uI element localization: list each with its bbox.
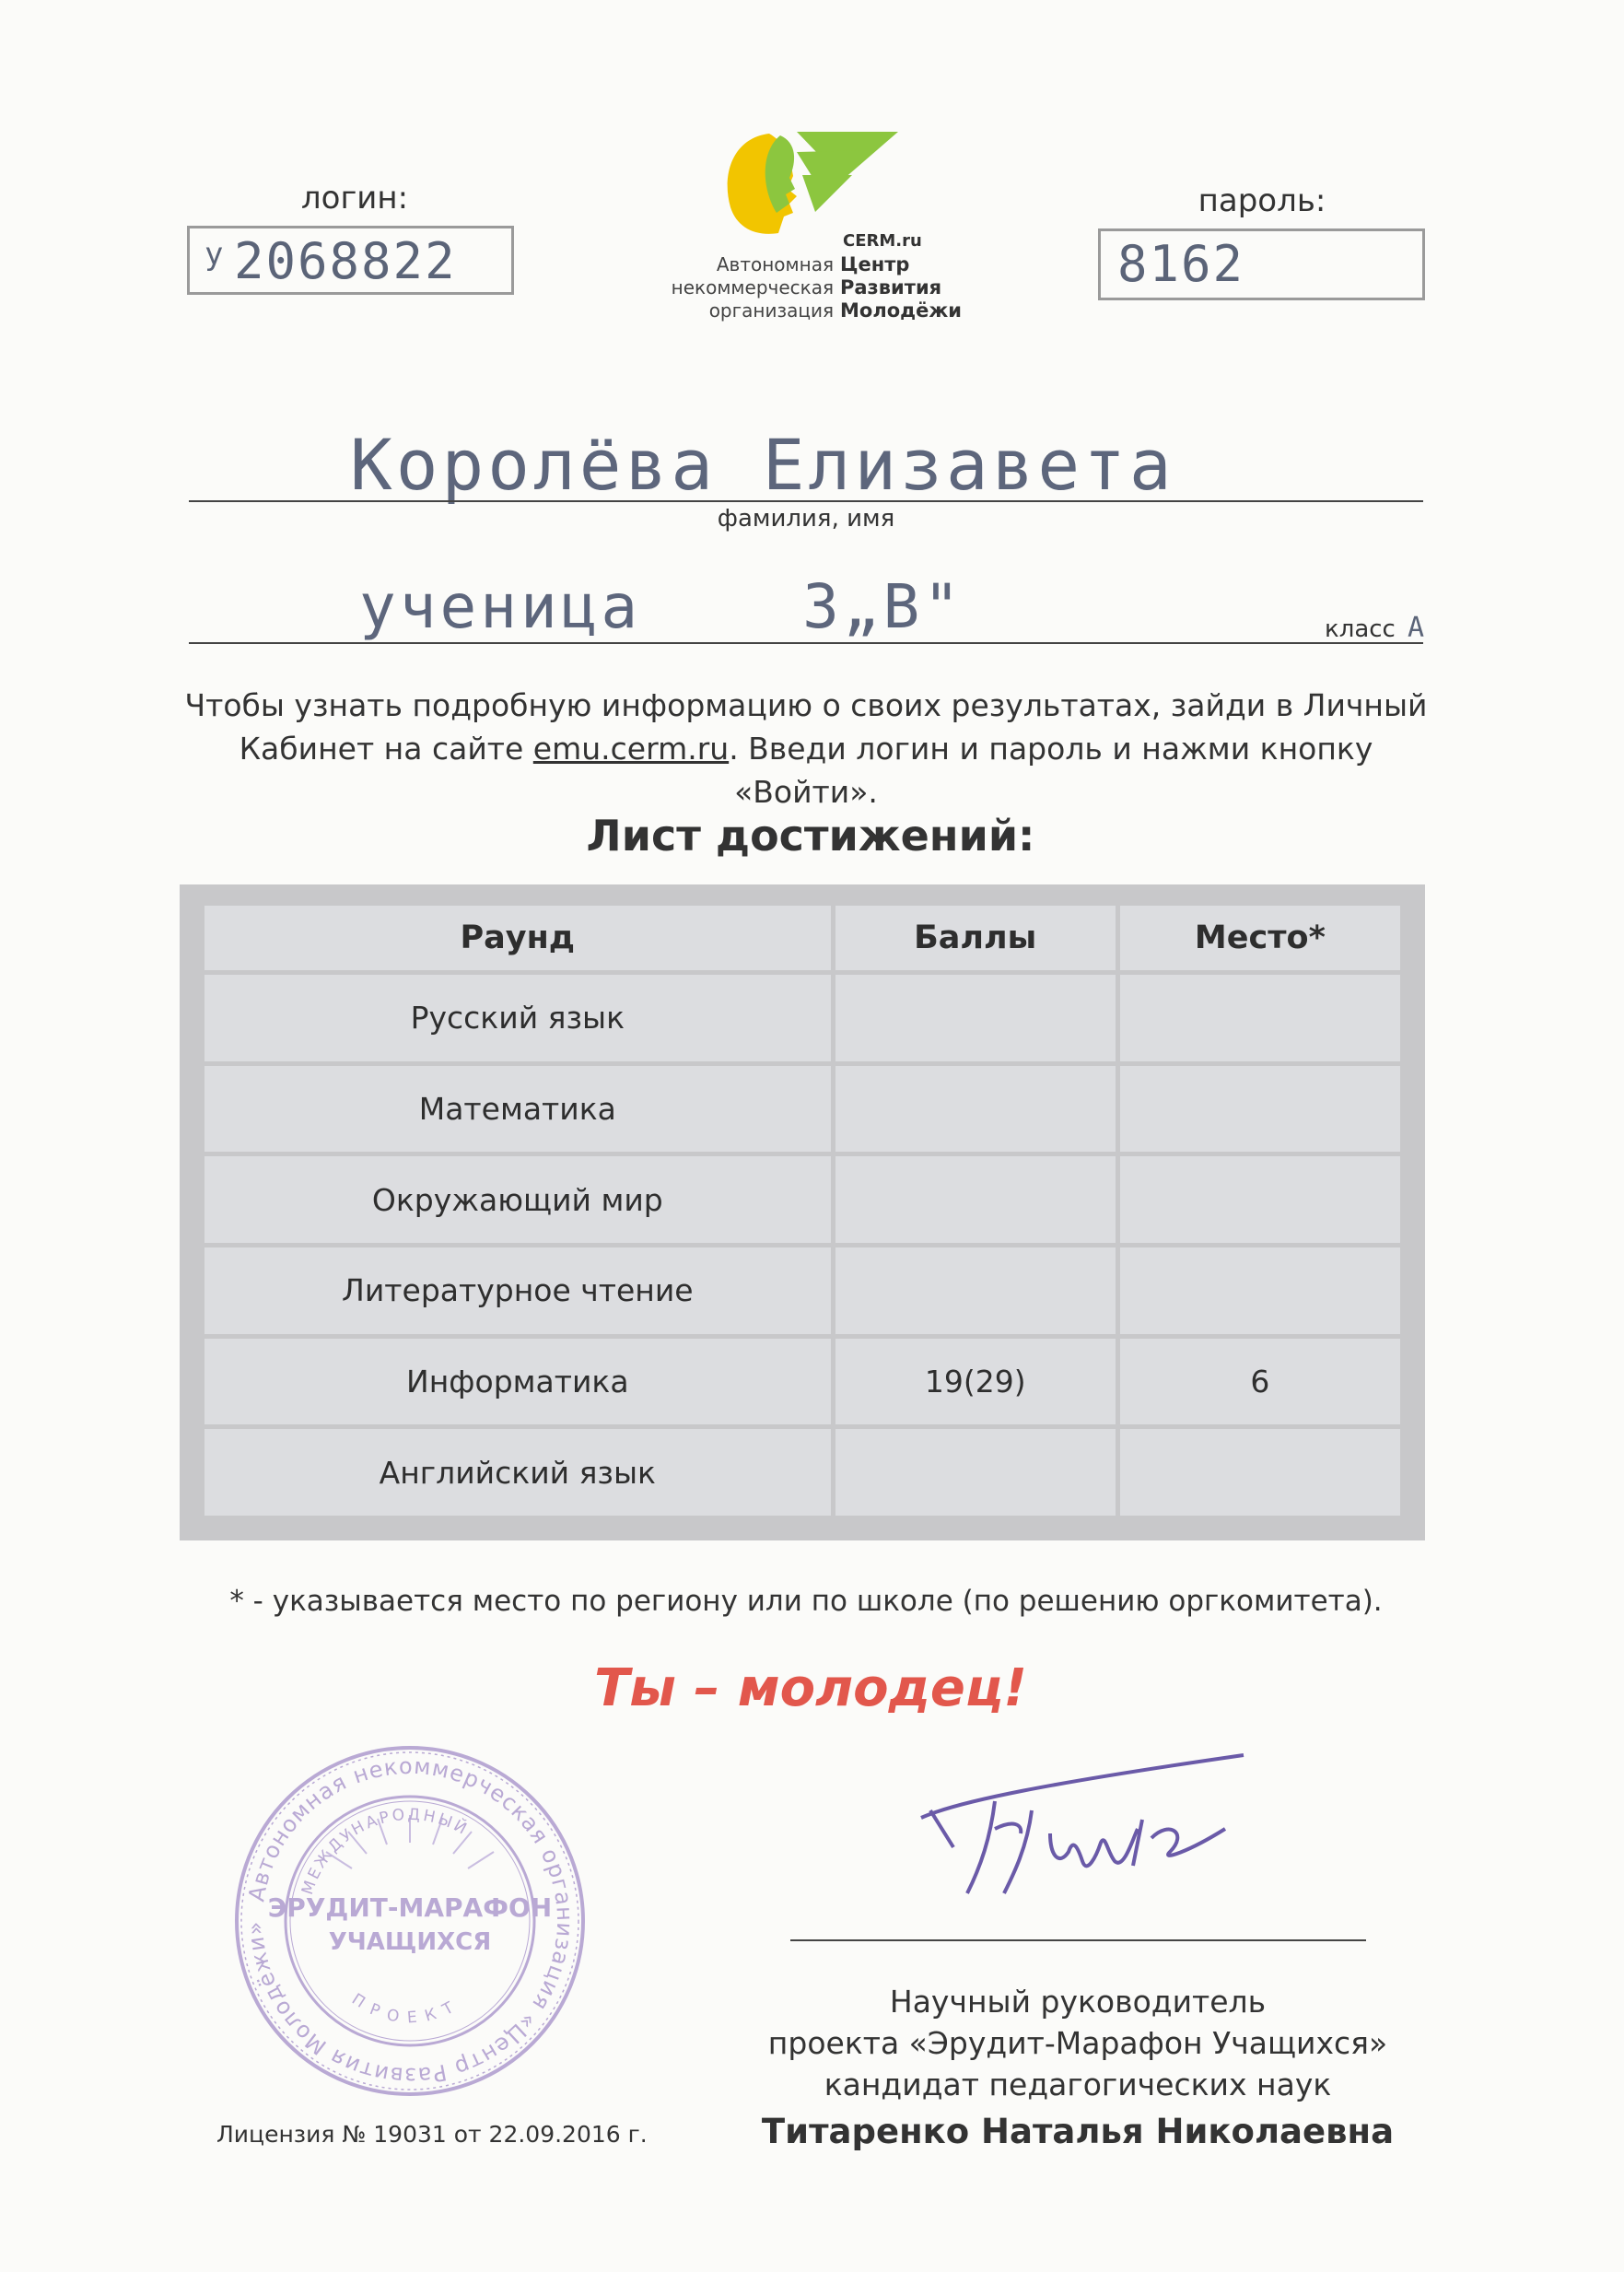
stamp-outer-text: Автономная некоммерческая организация «Центр Развития Молодёжи» xyxy=(241,1752,578,2090)
class-caption: класс xyxy=(1325,615,1396,643)
footnote: * - указывается место по региону или по школе (по решению оргкомитета). xyxy=(229,1585,1383,1618)
info-text: Чтобы узнать подробную информацию о своих результатах, зайди в Личный Кабинет на сайте emu.cerm.ru. Введи логин и пароль и нажми кнопку «Войти». xyxy=(184,687,1428,810)
table-row xyxy=(204,1247,1400,1334)
organization-stamp xyxy=(230,1741,590,2101)
stamp-inner-top: МЕЖДУНАРОДНЫЙ xyxy=(298,1805,473,1898)
score-cell xyxy=(835,1066,1116,1153)
cerm-logo xyxy=(663,124,976,327)
license-text: Лицензия № 19031 от 22.09.2016 г. xyxy=(216,2121,648,2148)
round-cell: Литературное чтение xyxy=(204,1247,831,1334)
stamp-seal-icon xyxy=(230,1741,590,2101)
password-label: пароль: xyxy=(1198,182,1326,219)
svg-text:МЕЖДУНАРОДНЫЙ xyxy=(298,1806,473,1897)
login-prefix: у xyxy=(204,236,226,273)
name-line xyxy=(189,500,1423,502)
round-cell: Математика xyxy=(204,1066,831,1153)
password-box xyxy=(1098,228,1425,300)
handwritten-signature xyxy=(912,1746,1262,1907)
table-row xyxy=(204,975,1400,1061)
place-cell xyxy=(1120,975,1400,1061)
score-cell xyxy=(835,1429,1116,1516)
table-row xyxy=(204,1339,1400,1425)
place-cell: 6 xyxy=(1120,1339,1400,1425)
round-cell: Информатика xyxy=(204,1339,831,1425)
place-cell xyxy=(1120,1247,1400,1334)
student-name: Королёва Елизавета xyxy=(350,424,1175,506)
place-cell xyxy=(1120,1066,1400,1153)
table-row xyxy=(204,1066,1400,1153)
logo-org-left: Автономная некоммерческая организация xyxy=(671,253,834,322)
password-value: 8162 xyxy=(1117,235,1245,293)
place-cell xyxy=(1120,1156,1400,1243)
academic-degree: кандидат педагогических наук xyxy=(824,2067,1332,2102)
class-line xyxy=(189,642,1423,644)
place-cell xyxy=(1120,1429,1400,1516)
logo-head-icon xyxy=(705,124,926,244)
logo-site: CERM.ru xyxy=(843,231,922,251)
supervisor-title: Научный руководитель xyxy=(889,1984,1267,2020)
class-value: ученица 3„В" xyxy=(359,571,964,642)
score-cell: 19(29) xyxy=(835,1339,1116,1425)
project-name: проекта «Эрудит-Марафон Учащихся» xyxy=(767,2025,1388,2061)
stamp-center-line2: УЧАЩИХСЯ xyxy=(328,1928,492,1956)
praise-text: Ты – молодец! xyxy=(594,1658,1027,1718)
score-cell xyxy=(835,975,1116,1061)
round-cell: Русский язык xyxy=(204,975,831,1061)
achievements-title: Лист достижений: xyxy=(586,811,1035,861)
class-mark: А xyxy=(1408,612,1427,644)
login-label: логин: xyxy=(300,180,409,217)
achievements-table xyxy=(200,901,1405,1520)
table-row xyxy=(204,1429,1400,1516)
signature-block xyxy=(737,1981,1419,2152)
score-cell xyxy=(835,1156,1116,1243)
stamp-center-line1: ЭРУДИТ-МАРАФОН xyxy=(267,1892,553,1923)
table-row xyxy=(204,1156,1400,1243)
column-header-score: Баллы xyxy=(835,906,1116,970)
name-caption: фамилия, имя xyxy=(717,505,895,533)
column-header-place: Место* xyxy=(1120,906,1400,970)
signature-line xyxy=(790,1939,1366,1941)
stamp-inner-bottom: ПРОЕКТ xyxy=(348,1990,465,2028)
login-value: 2068822 xyxy=(234,232,457,290)
site-link[interactable]: emu.cerm.ru xyxy=(532,731,730,767)
round-cell: Окружающий мир xyxy=(204,1156,831,1243)
supervisor-name: Титаренко Наталья Николаевна xyxy=(761,2112,1395,2151)
score-cell xyxy=(835,1247,1116,1334)
round-cell: Английский язык xyxy=(204,1429,831,1516)
column-header-round: Раунд xyxy=(204,906,831,970)
login-box xyxy=(187,226,514,295)
logo-org-right: Центр Развития Молодёжи xyxy=(840,253,962,322)
svg-text:ПРОЕКТ xyxy=(348,1990,465,2028)
achievements-table-frame xyxy=(180,884,1425,1540)
